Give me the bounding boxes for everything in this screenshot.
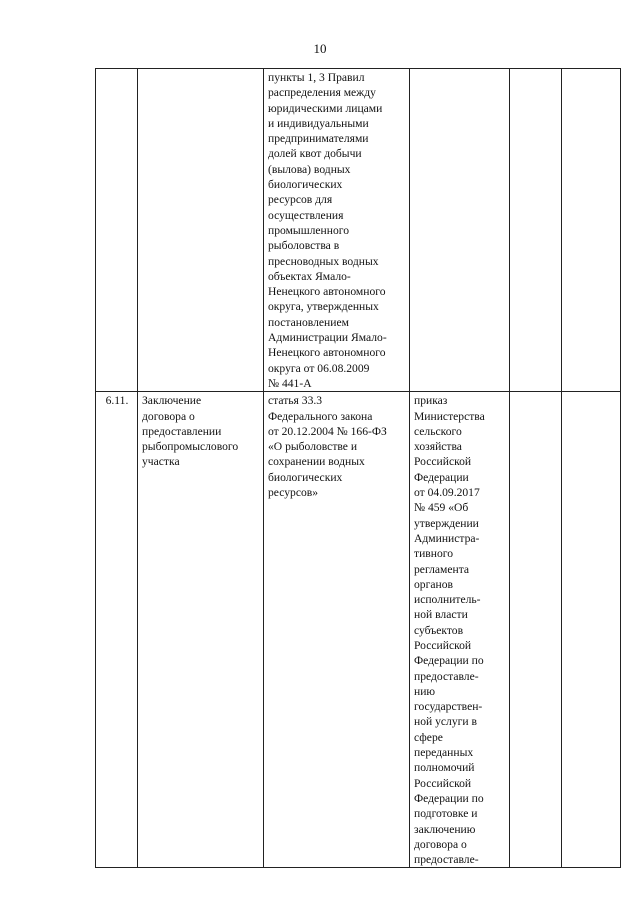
column-6-cell: [562, 392, 621, 868]
table-row: [96, 69, 621, 392]
regulation-cell: [410, 69, 510, 392]
column-5-cell: [510, 69, 562, 392]
row-number-cell: 6.11.: [96, 392, 138, 868]
table-row: [96, 392, 621, 868]
service-name-cell: [138, 69, 264, 392]
column-6-cell: [562, 69, 621, 392]
column-5-cell: [510, 392, 562, 868]
row-number-cell: [96, 69, 138, 392]
regulations-table: [95, 68, 621, 868]
service-name-cell: Заключение договора о предоставлении рыбопромыслового участка: [138, 392, 264, 868]
legal-basis-cell: статья 33.3 Федерального закона от 20.12.2004 № 166-ФЗ «О рыболовстве и сохранении водных биологических ресурсов»: [264, 392, 410, 868]
page-number: 10: [313, 41, 327, 56]
legal-basis-cell: пункты 1, 3 Правил распределения между юридическими лицами и индивидуальными предпринимателями долей квот добычи (вылова) водных биологических ресурсов для осуществления промышленного рыболовства в пресноводных водных объектах Ямало- Ненецкого автономного округа, утвержденных постановлением Администрации Ямало- Ненецкого автономного округа от 06.08.2009 № 441-А: [264, 69, 410, 392]
regulation-cell: приказ Министерства сельского хозяйства Российской Федерации от 04.09.2017 № 459 «Об утверждении Администра- тивного регламента органов исполнитель- ной власти субъектов Российской Федерации по предоставле- нию государствен- ной услуги в сфере переданных полномочий Российской Федерации по подготовке и заключению договора о предоставле-: [410, 392, 510, 868]
